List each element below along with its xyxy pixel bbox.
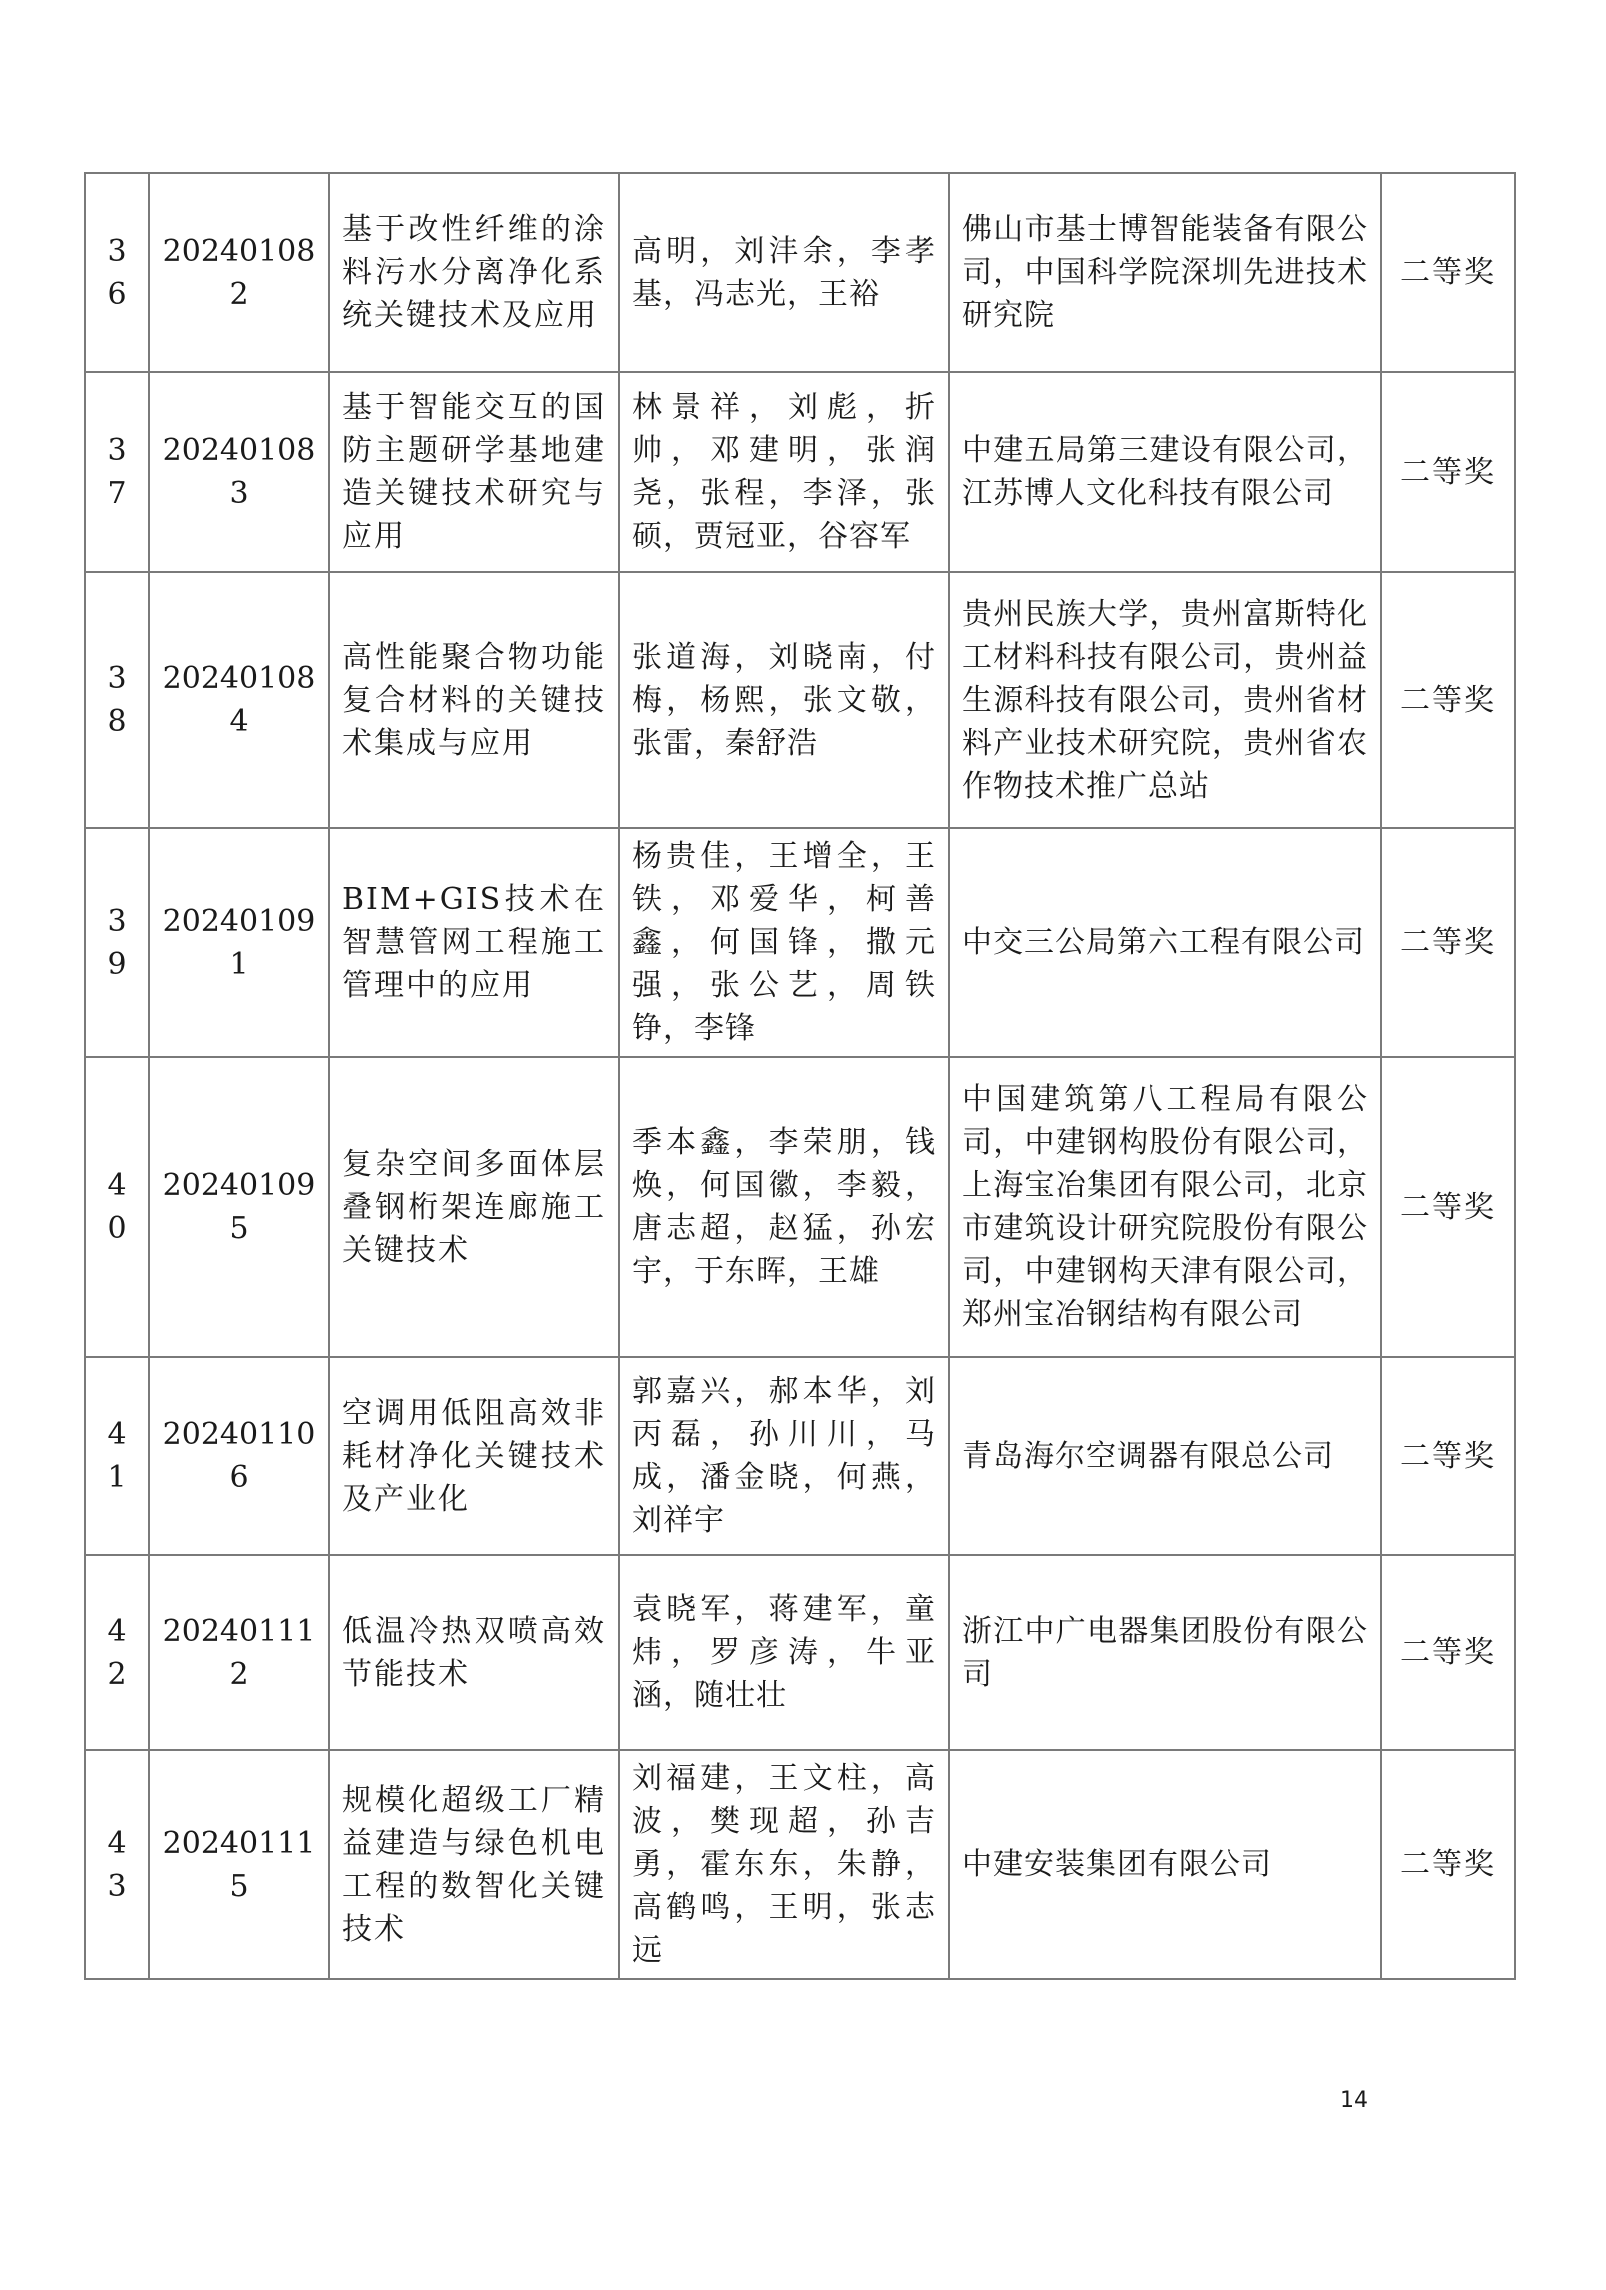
- table-row: [85, 572, 1515, 828]
- row-number: 36: [85, 173, 149, 372]
- organizations: 中交三公局第六工程有限公司: [949, 828, 1381, 1057]
- award-level: 二等奖: [1381, 1555, 1515, 1750]
- project-title: 基于智能交互的国防主题研学基地建造关键技术研究与应用: [329, 372, 619, 572]
- project-id: 202401112: [149, 1555, 329, 1750]
- award-level: 二等奖: [1381, 1357, 1515, 1555]
- organizations: 佛山市基士博智能装备有限公司，中国科学院深圳先进技术研究院: [949, 173, 1381, 372]
- award-level: 二等奖: [1381, 372, 1515, 572]
- team-members: 高明，刘沣余，李孝基，冯志光，王裕: [619, 173, 949, 372]
- project-id: 202401084: [149, 572, 329, 828]
- team-members: 林景祥，刘彪，折帅，邓建明，张润尧，张程，李泽，张硕，贾冠亚，谷容军: [619, 372, 949, 572]
- table-row: [85, 372, 1515, 572]
- award-level: 二等奖: [1381, 1750, 1515, 1979]
- team-members: 郭嘉兴，郝本华，刘丙磊，孙川川，马成，潘金晓，何燕，刘祥宇: [619, 1357, 949, 1555]
- project-title: 空调用低阻高效非耗材净化关键技术及产业化: [329, 1357, 619, 1555]
- award-level: 二等奖: [1381, 572, 1515, 828]
- row-number: 38: [85, 572, 149, 828]
- row-number: 43: [85, 1750, 149, 1979]
- awards-table: [84, 172, 1516, 1980]
- page-number: 14: [1340, 2088, 1368, 2113]
- project-id: 202401115: [149, 1750, 329, 1979]
- project-title: 规模化超级工厂精益建造与绿色机电工程的数智化关键技术: [329, 1750, 619, 1979]
- project-id: 202401106: [149, 1357, 329, 1555]
- table-row: [85, 1357, 1515, 1555]
- table-row: [85, 828, 1515, 1057]
- project-title: 复杂空间多面体层叠钢桁架连廊施工关键技术: [329, 1057, 619, 1357]
- team-members: 杨贵佳，王增全，王铁，邓爱华，柯善鑫，何国锋，撒元强，张公艺，周铁铮，李锋: [619, 828, 949, 1057]
- row-number: 41: [85, 1357, 149, 1555]
- table-row: [85, 1057, 1515, 1357]
- organizations: 浙江中广电器集团股份有限公司: [949, 1555, 1381, 1750]
- project-title: 高性能聚合物功能复合材料的关键技术集成与应用: [329, 572, 619, 828]
- project-id: 202401091: [149, 828, 329, 1057]
- team-members: 刘福建，王文柱，高波，樊现超，孙吉勇，霍东东，朱静，高鹤鸣，王明，张志远: [619, 1750, 949, 1979]
- table-row: [85, 1750, 1515, 1979]
- project-id: 202401095: [149, 1057, 329, 1357]
- table-row: [85, 1555, 1515, 1750]
- row-number: 40: [85, 1057, 149, 1357]
- project-id: 202401083: [149, 372, 329, 572]
- row-number: 42: [85, 1555, 149, 1750]
- team-members: 袁晓军，蒋建军，童炜，罗彦涛，牛亚涵，随壮壮: [619, 1555, 949, 1750]
- team-members: 季本鑫，李荣朋，钱焕，何国徽，李毅，唐志超，赵猛，孙宏宇，于东晖，王雄: [619, 1057, 949, 1357]
- organizations: 贵州民族大学，贵州富斯特化工材料科技有限公司，贵州益生源科技有限公司，贵州省材料产业技术研究院，贵州省农作物技术推广总站: [949, 572, 1381, 828]
- organizations: 青岛海尔空调器有限总公司: [949, 1357, 1381, 1555]
- award-level: 二等奖: [1381, 828, 1515, 1057]
- table-row: [85, 173, 1515, 372]
- organizations: 中国建筑第八工程局有限公司，中建钢构股份有限公司，上海宝冶集团有限公司，北京市建筑设计研究院股份有限公司，中建钢构天津有限公司，郑州宝冶钢结构有限公司: [949, 1057, 1381, 1357]
- organizations: 中建安装集团有限公司: [949, 1750, 1381, 1979]
- project-title: 低温冷热双喷高效节能技术: [329, 1555, 619, 1750]
- row-number: 37: [85, 372, 149, 572]
- award-level: 二等奖: [1381, 1057, 1515, 1357]
- organizations: 中建五局第三建设有限公司，江苏博人文化科技有限公司: [949, 372, 1381, 572]
- project-title: BIM+GIS技术在智慧管网工程施工管理中的应用: [329, 828, 619, 1057]
- row-number: 39: [85, 828, 149, 1057]
- team-members: 张道海，刘晓南，付梅，杨熙，张文敬，张雷，秦舒浩: [619, 572, 949, 828]
- project-id: 202401082: [149, 173, 329, 372]
- project-title: 基于改性纤维的涂料污水分离净化系统关键技术及应用: [329, 173, 619, 372]
- award-level: 二等奖: [1381, 173, 1515, 372]
